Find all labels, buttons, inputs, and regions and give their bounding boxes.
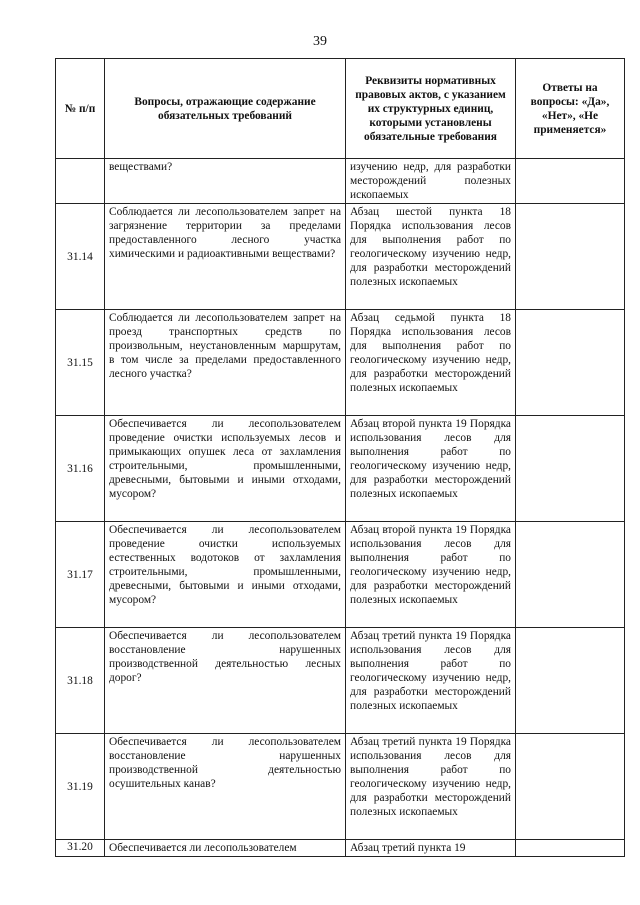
row-requisite: Абзац седьмой пункта 18 Порядка использования лесов для выполнения работ по геологическому изучению недр, для разработки месторождений полезных ископаемых bbox=[346, 310, 516, 416]
table-row bbox=[56, 522, 625, 628]
row-requisite: изучению недр, для разработки месторождений полезных ископаемых bbox=[346, 159, 516, 204]
row-number: 31.15 bbox=[56, 310, 105, 416]
row-question: веществами? bbox=[105, 159, 346, 204]
row-question: Обеспечивается ли лесопользователем bbox=[105, 840, 346, 857]
row-question: Обеспечивается ли лесопользователем проведение очистки используемых лесов и примыкающих опушек леса от захламления строительными, промышленными, древесными, бытовыми и иными отходами, мусором? bbox=[105, 416, 346, 522]
row-requisite: Абзац третий пункта 19 bbox=[346, 840, 516, 857]
row-requisite: Абзац шестой пункта 18 Порядка использования лесов для выполнения работ по геологическому изучению недр, для разработки месторождений полезных ископаемых bbox=[346, 204, 516, 310]
row-number: 31.16 bbox=[56, 416, 105, 522]
page-number: 39 bbox=[313, 34, 327, 49]
row-answer-cell[interactable] bbox=[516, 204, 625, 310]
row-number: 31.14 bbox=[56, 204, 105, 310]
table-header-row bbox=[56, 59, 625, 159]
table-row bbox=[56, 734, 625, 840]
row-number: 31.18 bbox=[56, 628, 105, 734]
row-requisite: Абзац третий пункта 19 Порядка использования лесов для выполнения работ по геологическому изучению недр, для разработки месторождений полезных ископаемых bbox=[346, 628, 516, 734]
row-answer-cell[interactable] bbox=[516, 159, 625, 204]
row-question: Соблюдается ли лесопользователем запрет на проезд транспортных средств по произвольным, неустановленным маршрутам, в том числе за пределами предоставленного лесного участка? bbox=[105, 310, 346, 416]
table-row bbox=[56, 204, 625, 310]
row-question: Обеспечивается ли лесопользователем проведение очистки используемых естественных водотоков от захламления строительными, промышленными, древесными, бытовыми и иными отходами, мусором? bbox=[105, 522, 346, 628]
table-row bbox=[56, 310, 625, 416]
table-row bbox=[56, 416, 625, 522]
table-row bbox=[56, 159, 625, 204]
row-requisite: Абзац третий пункта 19 Порядка использования лесов для выполнения работ по геологическому изучению недр, для разработки месторождений полезных ископаемых bbox=[346, 734, 516, 840]
table-row bbox=[56, 628, 625, 734]
row-number: 31.17 bbox=[56, 522, 105, 628]
row-question: Соблюдается ли лесопользователем запрет на загрязнение территории за пределами предоставленного лесного участка химическими и радиоактивными веществами? bbox=[105, 204, 346, 310]
row-question: Обеспечивается ли лесопользователем восстановление нарушенных производственной деятельностью осушительных канав? bbox=[105, 734, 346, 840]
row-number: 31.20 bbox=[56, 840, 105, 857]
header-answers: Ответы на вопросы: «Да», «Нет», «Не применяется» bbox=[516, 59, 625, 159]
header-requisites: Реквизиты нормативных правовых актов, с указанием их структурных единиц, которыми установлены обязательные требования bbox=[346, 59, 516, 159]
requirements-table bbox=[55, 58, 625, 857]
row-answer-cell[interactable] bbox=[516, 416, 625, 522]
row-number bbox=[56, 159, 105, 204]
row-requisite: Абзац второй пункта 19 Порядка использования лесов для выполнения работ по геологическому изучению недр, для разработки месторождений полезных ископаемых bbox=[346, 522, 516, 628]
row-answer-cell[interactable] bbox=[516, 734, 625, 840]
table-row bbox=[56, 840, 625, 857]
row-answer-cell[interactable] bbox=[516, 840, 625, 857]
row-answer-cell[interactable] bbox=[516, 310, 625, 416]
row-answer-cell[interactable] bbox=[516, 522, 625, 628]
row-answer-cell[interactable] bbox=[516, 628, 625, 734]
row-requisite: Абзац второй пункта 19 Порядка использования лесов для выполнения работ по геологическому изучению недр, для разработки месторождений полезных ископаемых bbox=[346, 416, 516, 522]
row-question: Обеспечивается ли лесопользователем восстановление нарушенных производственной деятельностью лесных дорог? bbox=[105, 628, 346, 734]
row-number: 31.19 bbox=[56, 734, 105, 840]
header-question: Вопросы, отражающие содержание обязательных требований bbox=[105, 59, 346, 159]
header-num: № п/п bbox=[56, 59, 105, 159]
